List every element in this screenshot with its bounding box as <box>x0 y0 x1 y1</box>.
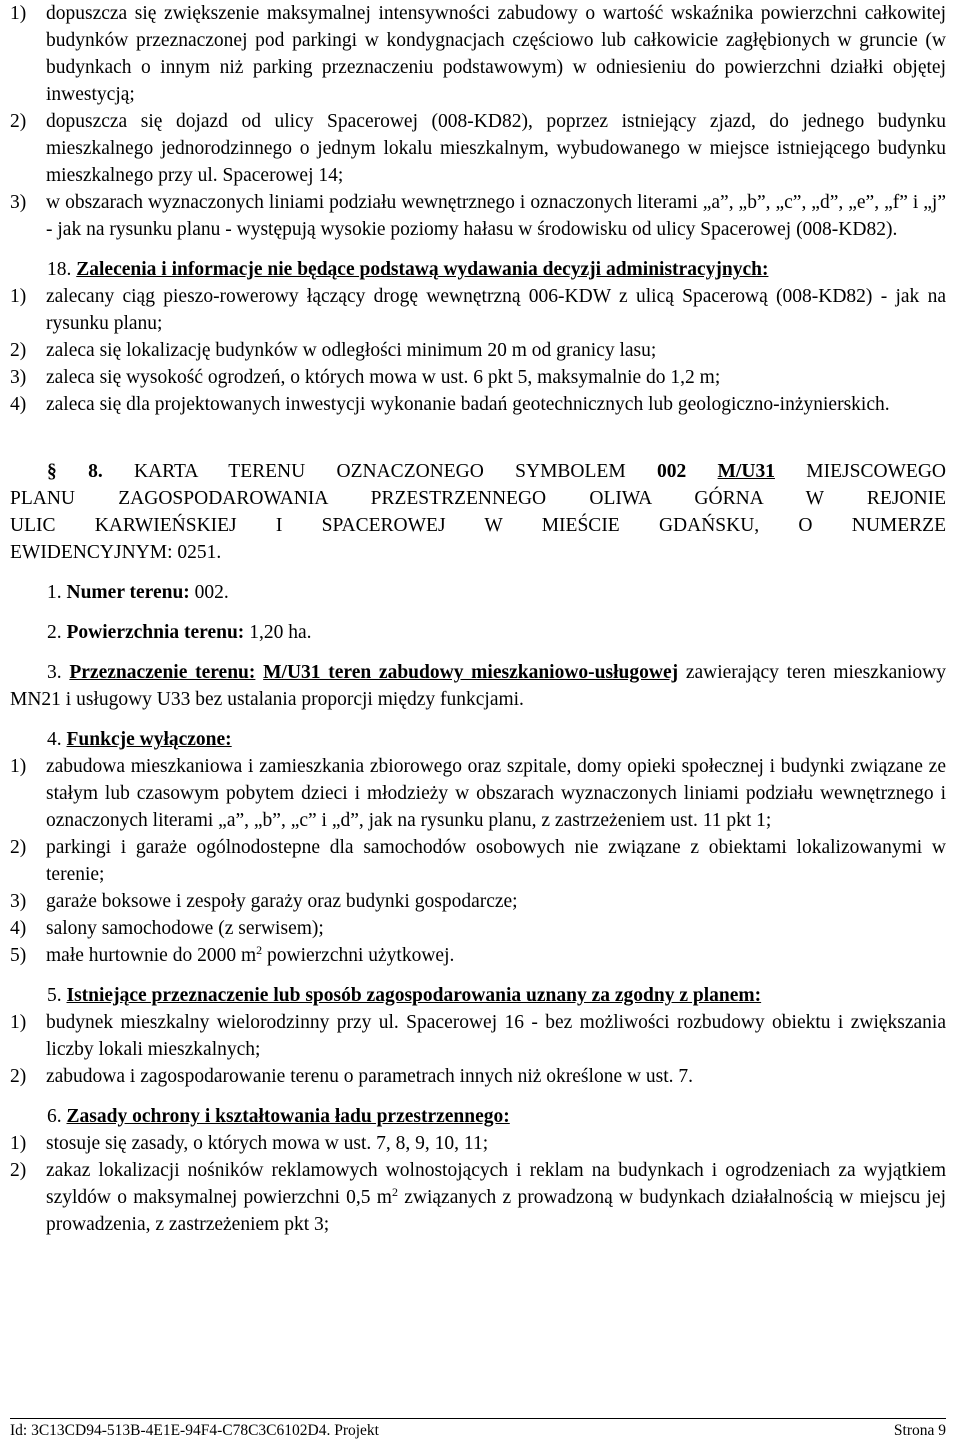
card-heading-line <box>10 458 946 485</box>
item-text-part: małe hurtownie do 2000 m <box>46 945 257 966</box>
item-number: 5) <box>10 945 27 966</box>
item-text: parkingi i garaże ogólnodostepne dla samochodów osobowych nie związane z obiektami lokalizowanymi w terenie; <box>46 837 946 885</box>
item-text: salony samochodowe (z serwisem); <box>46 918 324 939</box>
paragraph-number: 8. <box>88 461 103 482</box>
item-text <box>46 1157 946 1238</box>
paragraph-symbol: § <box>47 461 57 482</box>
existing-heading <box>10 982 946 1009</box>
point-label: Powierzchnia terenu: <box>66 622 245 643</box>
point-label: Zasady ochrony i kształtowania ładu przestrzennego: <box>66 1106 510 1127</box>
list-item <box>10 1063 946 1090</box>
item-number: 4) <box>10 394 27 415</box>
point-label: Istniejące przeznaczenie lub sposób zagospodarowania uznany za zgodny z planem: <box>66 985 762 1006</box>
item-text-part: związanych z prowadzoną w budynkach działalnością w miejscu jej prowadzenia, z zastrzeżeniem pkt 3; <box>46 1187 947 1235</box>
page-footer <box>10 1418 946 1441</box>
list-item <box>10 283 946 337</box>
page-number: Strona 9 <box>893 1422 946 1439</box>
purpose-value: M/U31 teren zabudowy mieszkaniowo-usługowej <box>263 662 679 683</box>
point-number: 1. <box>47 582 62 603</box>
item-text: budynek mieszkalny wielorodzinny przy ul. Spacerowej 16 - bez możliwości rozbudowy obiektu i zwiększania liczby lokali mieszkalnych; <box>46 1012 946 1060</box>
item-text: garaże boksowe i zespoły garaży oraz budynki gospodarcze; <box>46 891 518 912</box>
item-number: 1) <box>10 3 27 24</box>
existing-use <box>10 982 946 1090</box>
section-number: 18. <box>47 259 72 280</box>
item-number: 1) <box>10 1012 27 1033</box>
item-text: zaleca się wysokość ogrodzeń, o których mowa w ust. 6 pkt 5, maksymalnie do 1,2 m; <box>46 367 721 388</box>
spatial-order-rules <box>10 1103 946 1238</box>
list-item <box>10 942 946 969</box>
terrain-purpose <box>10 659 946 713</box>
card-title-part: MIEJSCOWEGO <box>806 461 947 482</box>
card-title-part: KARTA TERENU OZNACZONEGO SYMBOLEM <box>134 461 626 482</box>
card-code: 002 <box>656 461 687 482</box>
superscript: 2 <box>256 943 263 957</box>
list-item <box>10 1130 946 1157</box>
card-heading <box>10 458 946 566</box>
item-text <box>46 942 946 969</box>
point-label: Numer terenu: <box>66 582 190 603</box>
list-item <box>10 753 946 834</box>
item-number: 2) <box>10 340 27 361</box>
list-item <box>10 189 946 243</box>
item-text-part: powierzchni użytkowej. <box>262 945 455 966</box>
prev-section-list <box>10 0 946 243</box>
point-number: 5. <box>47 985 62 1006</box>
purpose-text: zawierający teren mieszkaniowy MN21 i usługowy U33 bez ustalania proporcji między funkcjami. <box>10 662 947 710</box>
point-label: Funkcje wyłączone: <box>66 729 232 750</box>
list-item <box>10 888 946 915</box>
list-item <box>10 834 946 888</box>
section-title: Zalecenia i informacje nie będące podstawą wydawania decyzji administracyjnych: <box>76 259 769 280</box>
section-18-heading <box>10 256 946 283</box>
item-number: 1) <box>10 286 27 307</box>
point-number: 6. <box>47 1106 62 1127</box>
item-number: 4) <box>10 918 27 939</box>
document-page <box>10 0 946 1238</box>
item-number: 1) <box>10 756 27 777</box>
point-number: 2. <box>47 622 62 643</box>
item-number: 3) <box>10 192 27 213</box>
list-item <box>10 915 946 942</box>
list-item <box>10 0 946 108</box>
item-number: 2) <box>10 1160 27 1181</box>
point-number: 3. <box>47 662 62 683</box>
terrain-number <box>10 579 946 606</box>
item-text: zabudowa mieszkaniowa i zamieszkania zbiorowego oraz szpitale, domy opieki społecznej i budynki związane ze stałym lub czasowym pobytem dzieci i młodzieży w obszarach wyznaczonych liniami podziału wewnętrznego i oznaczonych literami „a”, „b”, „c” i „d”, jak na rysunku planu, z zastrzeżeniem ust. 11 pkt 1; <box>46 756 946 831</box>
excluded-heading <box>10 726 946 753</box>
excluded-functions <box>10 726 946 969</box>
item-number: 2) <box>10 1066 27 1087</box>
item-text-part: zakaz lokalizacji nośników reklamowych wolnostojących i reklam na budynkach i ogrodzeniach za wyjątkiem szyldów o maksymalnej powierzchni 0,5 m <box>46 1160 946 1208</box>
item-number: 2) <box>10 837 27 858</box>
point-label: Przeznaczenie terenu: <box>69 662 256 683</box>
item-text: w obszarach wyznaczonych liniami podziału wewnętrznego i oznaczonych literami „a”, „b”, „c”, „d”, „e”, „f” i „j” - jak na rysunku planu - występują wysokie poziomy hałasu w środowisku od ulicy Spacerowej (008-KD82). <box>46 192 946 240</box>
list-item <box>10 364 946 391</box>
item-number: 3) <box>10 891 27 912</box>
list-item <box>10 391 946 418</box>
document-id: Id: 3C13CD94-513B-4E1E-94F4-C78C3C6102D4. Projekt <box>10 1422 379 1439</box>
section-18 <box>10 256 946 418</box>
item-text: dopuszcza się dojazd od ulicy Spacerowej (008-KD82), poprzez istniejący zjazd, do jednego budynku mieszkalnego jednorodzinnego o jednym lokalu mieszkalnym, wybudowanego w miejsce istniejącego budynku mieszkalnego przy ul. Spacerowej 14; <box>46 111 946 186</box>
item-text: zaleca się lokalizację budynków w odległości minimum 20 m od granicy lasu; <box>46 340 657 361</box>
card-heading-line: EWIDENCYJNYM: 0251. <box>10 542 222 563</box>
list-item <box>10 337 946 364</box>
point-number: 4. <box>47 729 62 750</box>
card-code-symbol: M/U31 <box>717 461 775 482</box>
list-item <box>10 108 946 189</box>
point-value: 1,20 ha. <box>249 622 312 643</box>
item-number: 3) <box>10 367 27 388</box>
list-item <box>10 1009 946 1063</box>
item-text: zalecany ciąg pieszo-rowerowy łączący drogę wewnętrzną 006-KDW z ulicą Spacerową (008-KD82) - jak na rysunku planu; <box>46 286 946 334</box>
item-number: 1) <box>10 1133 27 1154</box>
point-value: 002. <box>194 582 229 603</box>
item-text: dopuszcza się zwiększenie maksymalnej intensywności zabudowy o wartość wskaźnika powierzchni całkowitej budynków przeznaczonej pod parkingi w kondygnacjach częściowo lub całkowicie zagłębionych w gruncie (w budynkach o innym niż parking przeznaczeniu podstawowym) w odniesieniu do powierzchni działki objętej inwestycją; <box>46 3 946 105</box>
superscript: 2 <box>391 1185 398 1199</box>
card-heading-line: ULIC KARWIEŃSKIEJ I SPACEROWEJ W MIEŚCIE GDAŃSKU, O NUMERZE <box>10 515 946 536</box>
item-text: zaleca się dla projektowanych inwestycji wykonanie badań geotechnicznych lub geologiczno-inżynierskich. <box>46 394 890 415</box>
list-item <box>10 1157 946 1238</box>
terrain-area <box>10 619 946 646</box>
item-text: stosuje się zasady, o których mowa w ust. 7, 8, 9, 10, 11; <box>46 1133 489 1154</box>
item-text: zabudowa i zagospodarowanie terenu o parametrach innych niż określone w ust. 7. <box>46 1066 694 1087</box>
item-number: 2) <box>10 111 27 132</box>
protection-heading <box>10 1103 946 1130</box>
card-heading-line: PLANU ZAGOSPODAROWANIA PRZESTRZENNEGO OLIWA GÓRNA W REJONIE <box>10 488 946 509</box>
